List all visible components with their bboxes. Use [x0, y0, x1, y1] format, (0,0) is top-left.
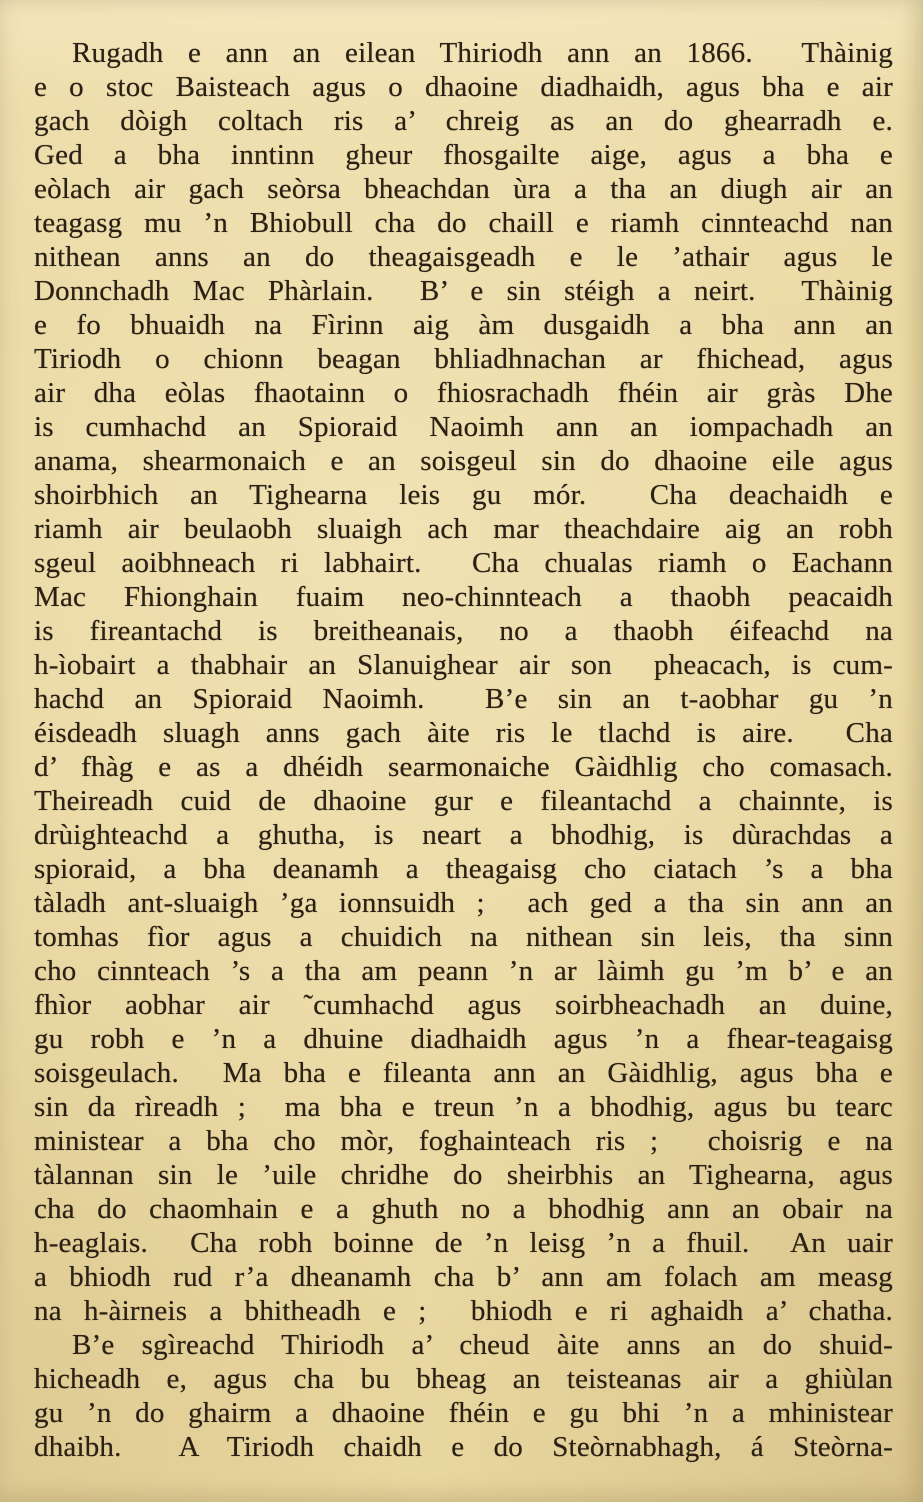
text-line: e fo bhuaidh na Fìrinn aig àm dusgaidh a bha ann an — [34, 309, 893, 341]
text-line: Tiriodh o chionn beagan bhliadhnachan ar fhichead, agus — [34, 343, 893, 375]
text-line: nithean anns an do theagaisgeadh e le ’athair agus le — [34, 241, 893, 273]
text-line: Ged a bha inntinn gheur fhosgailte aige, agus a bha e — [34, 139, 893, 171]
text-line: gach dòigh coltach ris a’ chreig as an do ghearradh e. — [34, 105, 893, 137]
text-line: cho cinnteach ’s a tha am peann ’n ar làimh gu ’m b’ e an — [34, 955, 893, 987]
text-line: B’e sgìreachd Thiriodh a’ cheud àite anns an do shuid- — [72, 1329, 893, 1361]
text-line: tomhas fìor agus a chuidich na nithean sin leis, tha sinn — [34, 921, 893, 953]
text-line: teagasg mu ’n Bhiobull cha do chaill e riamh cinnteachd nan — [34, 207, 893, 239]
text-line: cha do chaomhain e a ghuth no a bhodhig ann an obair na — [34, 1193, 893, 1225]
text-line: gu robh e ’n a dhuine diadhaidh agus ’n a fhear-teagaisg — [34, 1023, 893, 1055]
text-line: air dha eòlas fhaotainn o fhiosrachadh fhéin air gràs Dhe — [34, 377, 893, 409]
text-line: tàladh ant-sluaigh ’ga ionnsuidh ; ach ged a tha sin ann an — [34, 887, 893, 919]
text-line: éisdeadh sluagh anns gach àite ris le tlachd is aire. Cha — [34, 717, 893, 749]
text-line: is cumhachd an Spioraid Naoimh ann an iompachadh an — [34, 411, 893, 443]
text-line: ministear a bha cho mòr, foghainteach ris ; choisrig e na — [34, 1125, 893, 1157]
text-line: drùighteachd a ghutha, is neart a bhodhig, is dùrachdas a — [34, 819, 893, 851]
text-line: sin da rìreadh ; ma bha e treun ’n a bhodhig, agus bu tearc — [34, 1091, 893, 1123]
text-line: riamh air beulaobh sluaigh ach mar theachdaire aig an robh — [34, 513, 893, 545]
text-line: Mac Fhionghain fuaim neo-chinnteach a thaobh peacaidh — [34, 581, 893, 613]
body-text — [34, 36, 893, 1464]
paragraph — [34, 1328, 893, 1464]
text-line: na h-àirneis a bhitheadh e ; bhiodh e ri aghaidh a’ chatha. — [34, 1295, 893, 1327]
text-line: gu ’n do ghairm a dhaoine fhéin e gu bhi ’n a mhinistear — [34, 1397, 893, 1429]
text-line: hicheadh e, agus cha bu bheag an teisteanas air a ghiùlan — [34, 1363, 893, 1395]
text-line: Rugadh e ann an eilean Thiriodh ann an 1866. Thàinig — [72, 37, 893, 69]
text-line: anama, shearmonaich e an soisgeul sin do dhaoine eile agus — [34, 445, 893, 477]
text-line: h-ìobairt a thabhair an Slanuighear air son pheacach, is cum- — [34, 649, 893, 681]
text-line: Theireadh cuid de dhaoine gur e fileantachd a chainnte, is — [34, 785, 893, 817]
text-line: fhìor aobhar air ˜cumhachd agus soirbheachadh an duine, — [34, 989, 893, 1021]
text-line: shoirbhich an Tighearna leis gu mór. Cha deachaidh e — [34, 479, 893, 511]
text-line: a bhiodh rud r’a dheanamh cha b’ ann am folach am measg — [34, 1261, 893, 1293]
text-line: d’ fhàg e as a dhéidh searmonaiche Gàidhlig cho comasach. — [34, 751, 893, 783]
text-line: Donnchadh Mac Phàrlain. B’ e sin stéigh a neirt. Thàinig — [34, 275, 893, 307]
text-line: e o stoc Baisteach agus o dhaoine diadhaidh, agus bha e air — [34, 71, 893, 103]
text-line: dhaibh. A Tiriodh chaidh e do Steòrnabhagh, á Steòrna- — [34, 1431, 893, 1463]
text-line: is fireantachd is breitheanais, no a thaobh éifeachd na — [34, 615, 893, 647]
text-line: tàlannan sin le ’uile chridhe do sheirbhis an Tighearna, agus — [34, 1159, 893, 1191]
paragraph — [34, 36, 893, 1328]
text-line: hachd an Spioraid Naoimh. B’e sin an t-aobhar gu ’n — [34, 683, 893, 715]
text-line: soisgeulach. Ma bha e fileanta ann an Gàidhlig, agus bha e — [34, 1057, 893, 1089]
text-line: spioraid, a bha deanamh a theagaisg cho ciatach ’s a bha — [34, 853, 893, 885]
text-line: eòlach air gach seòrsa bheachdan ùra a tha an diugh air an — [34, 173, 893, 205]
text-line: sgeul aoibhneach ri labhairt. Cha chualas riamh o Eachann — [34, 547, 893, 579]
text-line: h-eaglais. Cha robh boinne de ’n leisg ’n a fhuil. An uair — [34, 1227, 893, 1259]
